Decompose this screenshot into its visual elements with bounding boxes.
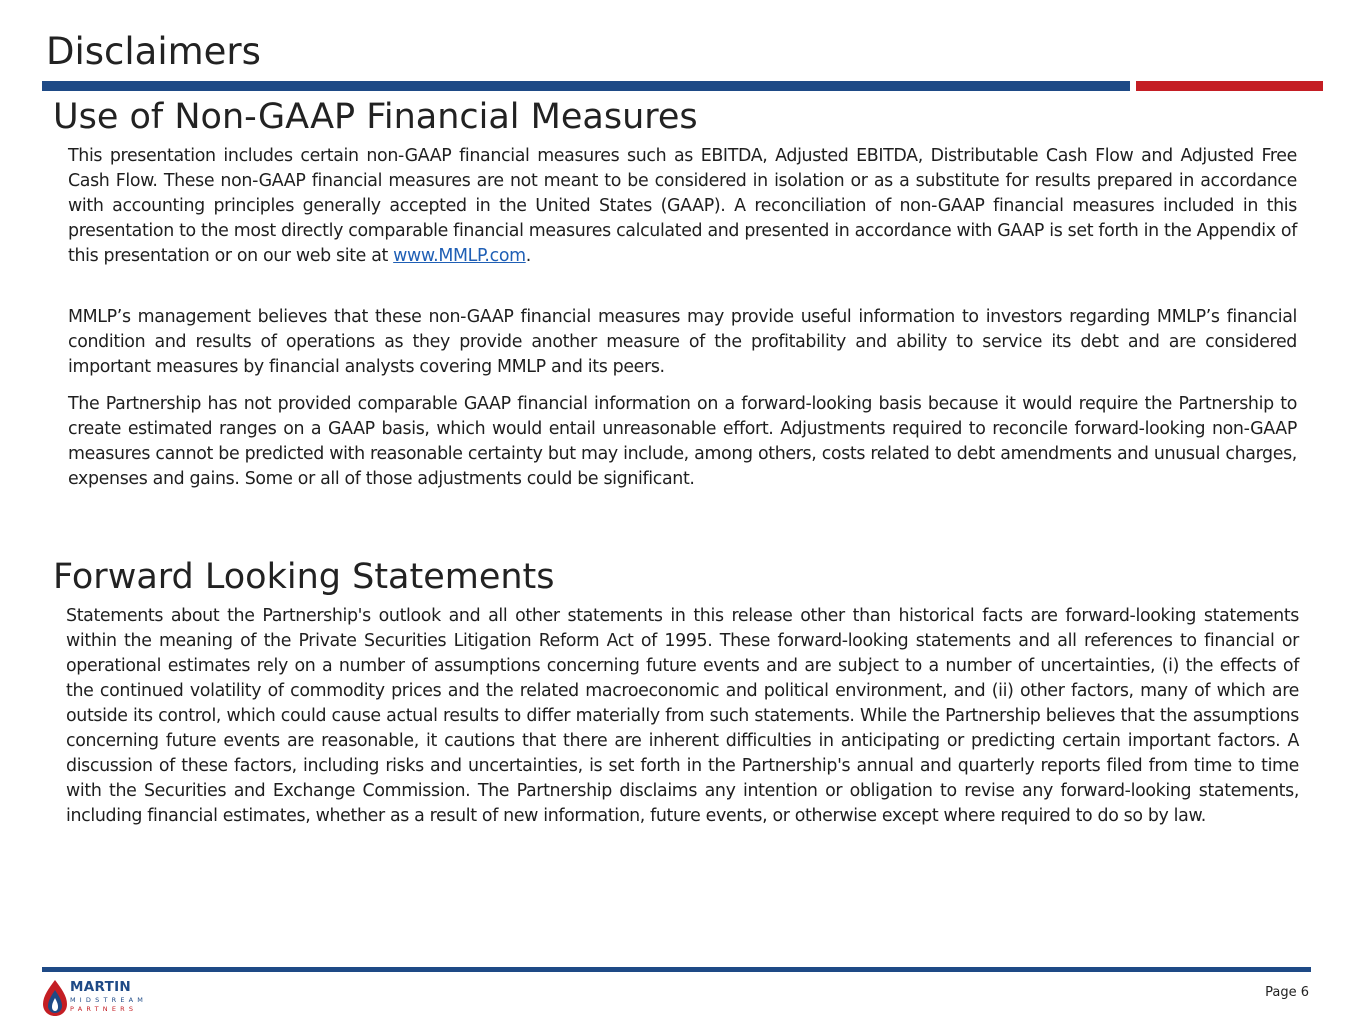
flame-logo-icon [40,978,70,1018]
non-gaap-heading: Use of Non-GAAP Financial Measures [53,97,698,137]
header-rule-red [1136,81,1323,91]
logo-wordmark: MARTIN [70,979,132,995]
non-gaap-paragraph-2: MMLP’s management believes that these non-GAAP financial measures may provide useful information to investors regarding MMLP’s financial condition and results of operations as they provide another measure of the profitability and ability to service its debt and are considered important measures by financial analysts covering MMLP and its peers. [68,307,1297,377]
non-gaap-p1-text: This presentation includes certain non-GAAP financial measures such as EBITDA, Adjusted EBITDA, Distributable Cash Flow and Adjusted Free Cash Flow. These non-GAAP financial measures are not meant to be considered in isolation or as a substitute for results prepared in accordance with accounting principles generally accepted in the United States (GAAP). A reconciliation of non-GAAP financial measures included in this presentation to the most directly comparable financial measures calculated and presented in accordance with GAAP is set forth in the Appendix of this presentation or on our web site at [68,146,1297,266]
mmlp-website-link[interactable]: www.MMLP.com [393,246,526,266]
page-title: Disclaimers [46,30,261,73]
forward-looking-paragraph: Statements about the Partnership's outlook and all other statements in this release other than historical facts are forward-looking statements within the meaning of the Private Securities Litigation Reform Act of 1995. These forward-looking statements and all references to financial or operational estimates rely on a number of assumptions concerning future events and are subject to a number of uncertainties, (i) the effects of the continued volatility of commodity prices and the related macroeconomic and political environment, and (ii) other factors, many of which are outside its control, which could cause actual results to differ materially from such statements. While the Partnership believes that the assumptions concerning future events are reasonable, it cautions that there are inherent difficulties in anticipating or predicting certain important factors. A discussion of these factors, including risks and uncertainties, is set forth in the Partnership's annual and quarterly reports filed from time to time with the Securities and Exchange Commission. The Partnership disclaims any intention or obligation to revise any forward-looking statements, including financial estimates, whether as a result of new information, future events, or otherwise except where required to do so by law. [66,606,1299,826]
forward-looking-heading: Forward Looking Statements [53,557,555,597]
non-gaap-paragraph-1 [68,144,1297,269]
non-gaap-p1-end: . [525,246,531,266]
logo-midstream: MIDSTREAM [70,996,148,1004]
martin-midstream-logo [40,978,150,1018]
non-gaap-paragraph-3: The Partnership has not provided comparable GAAP financial information on a forward-looking basis because it would require the Partnership to create estimated ranges on a GAAP basis, which would entail unreasonable effort. Adjustments required to reconcile forward-looking non-GAAP measures cannot be predicted with reasonable certainty but may include, among others, costs related to debt amendments and unusual charges, expenses and gains. Some or all of those adjustments could be significant. [68,394,1297,489]
page-number: Page 6 [1265,985,1309,1000]
logo-partners: PARTNERS [70,1005,138,1013]
header-rule-blue [42,81,1130,91]
footer-rule [42,967,1311,972]
